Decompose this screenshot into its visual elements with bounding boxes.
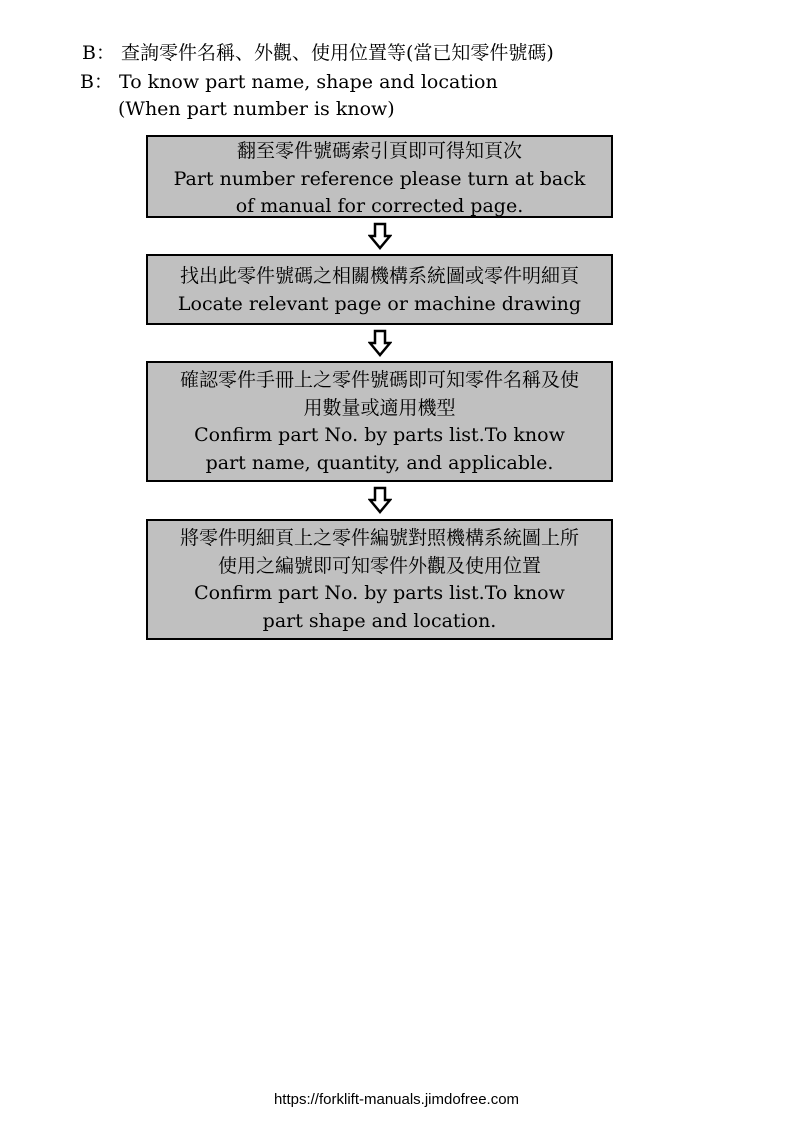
- step-4-en-line: Confirm part No. by parts list.To know: [194, 582, 565, 604]
- down-arrow-icon: [368, 222, 392, 250]
- step-3-en-line: Confirm part No. by parts list.To know: [194, 424, 565, 446]
- step-box-3: [146, 361, 613, 482]
- heading-chinese: B： 查詢零件名稱、外觀、使用位置等(當已知零件號碼): [82, 42, 554, 64]
- step-4-zh-line: 將零件明細頁上之零件編號對照機構系統圖上所: [179, 527, 579, 549]
- step-3-zh-line: 用數量或適用機型: [303, 396, 456, 419]
- step-4-zh-line: 使用之編號即可知零件外觀及使用位置: [217, 554, 541, 577]
- step-box-1: [146, 135, 613, 218]
- step-1-en-line: Part number reference please turn at back: [173, 167, 586, 190]
- step-1-zh-line: 翻至零件號碼索引頁即可得知頁次: [236, 140, 522, 162]
- step-2-zh-line: 找出此零件號碼之相關機構系統圖或零件明細頁: [179, 265, 579, 287]
- step-box-4: [146, 519, 613, 640]
- down-arrow-icon: [368, 329, 392, 357]
- step-box-2: [146, 254, 613, 325]
- heading-english-line2: (When part number is know): [118, 98, 395, 120]
- step-3-en-line: part name, quantity, and applicable.: [205, 451, 554, 474]
- footer-url: https://forklift-manuals.jimdofree.com: [273, 1091, 520, 1108]
- step-4-en-line: part shape and location.: [262, 609, 497, 632]
- step-3-zh-line: 確認零件手冊上之零件號碼即可知零件名稱及使: [179, 369, 579, 391]
- step-1-en-line: of manual for corrected page.: [235, 195, 524, 217]
- heading-english-line1: B： To know part name, shape and location: [80, 71, 498, 93]
- down-arrow-icon: [368, 486, 392, 514]
- step-2-en-line: Locate relevant page or machine drawing: [177, 292, 582, 315]
